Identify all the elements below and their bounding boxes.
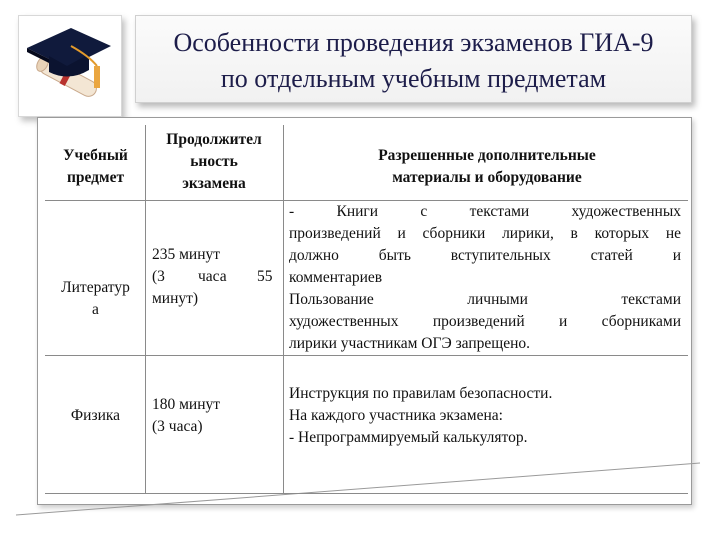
materials-line: должно быть вступительных статей и: [289, 247, 681, 264]
materials-line: произведений и сборники лирики, в которых не: [289, 225, 681, 242]
page-title-line-2: по отдельным учебным предметам: [220, 64, 607, 93]
page-title-line-1: Особенности проведения экзаменов ГИА-9: [173, 28, 654, 57]
materials-line: Пользование личными текстами: [289, 291, 681, 308]
graduation-cap-diploma-icon: [19, 16, 121, 116]
row-materials: [289, 201, 681, 355]
title-panel: [135, 15, 692, 103]
table-bottom-border: [45, 493, 688, 494]
materials-line: Инструкция по правилам безопасности.: [289, 385, 553, 402]
row-subject: Физика: [70, 407, 121, 424]
row-duration-line: минут): [152, 290, 199, 307]
row-duration-part: часа: [198, 268, 227, 285]
table-column-divider: [283, 125, 284, 493]
table-row-divider: [45, 355, 688, 356]
row-duration-part: 55: [257, 268, 273, 285]
row-duration: 180 минут (3 часа): [152, 396, 221, 435]
row-duration-line: [152, 266, 280, 288]
header-subject: Учебный предмет: [63, 147, 128, 186]
header-materials: Разрешенные дополнительные материалы и оборудование: [378, 147, 596, 186]
row-materials: [289, 383, 681, 449]
materials-line: художественных произведений и сборниками: [289, 313, 681, 330]
row-duration-part: (3: [152, 268, 165, 285]
table-column-divider: [145, 125, 146, 493]
materials-line: На каждого участника экзамена:: [289, 407, 503, 424]
header-duration: Продолжител ьность экзамена: [166, 131, 262, 192]
materials-line: - Книги с текстами художественных: [289, 203, 681, 220]
row-duration: [152, 244, 280, 310]
table-row: [48, 255, 143, 321]
materials-line: лирики участникам ОГЭ запрещено.: [289, 335, 531, 352]
materials-line: комментариев: [289, 269, 383, 286]
materials-line: - Непрограммируемый калькулятор.: [289, 429, 528, 446]
row-duration-line: 235 минут: [152, 246, 221, 263]
logo-box: [18, 15, 122, 117]
row-subject: Литератур а: [61, 279, 130, 318]
